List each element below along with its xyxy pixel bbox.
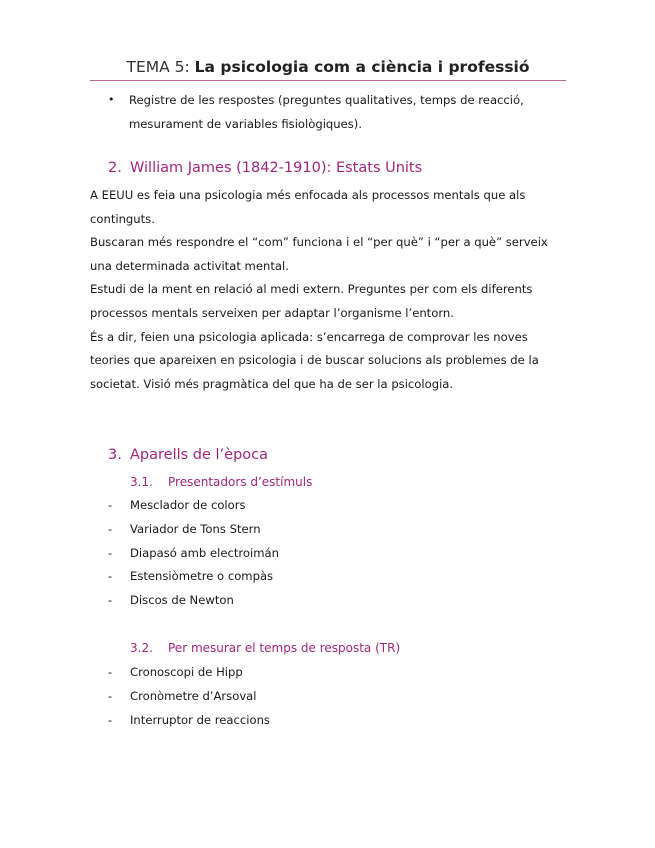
list-item-text: Diapasó amb electroimán: [130, 545, 279, 560]
paragraph: És a dir, feien una psicologia aplicada: s’encarrega de comprovar les noves teories que apareixen en psicologia i de buscar solucions als problemes de la societat. Visió més pragmàtica del que ha de ser la psicologia.: [90, 329, 539, 391]
response-time-list: [108, 661, 548, 732]
intro-bullet-list: [108, 88, 568, 136]
dash-marker: -: [108, 545, 113, 560]
paragraph: Buscaran més respondre el “com” funciona i el “per què” i “per a què” serveix una determinada activitat mental.: [90, 235, 548, 273]
list-item: [108, 565, 548, 589]
list-item: [108, 542, 548, 566]
subsection-3-1-heading: [130, 475, 312, 489]
list-item: [108, 494, 548, 518]
section-2-body: [90, 184, 566, 396]
list-item: [108, 589, 548, 613]
section-2-title: William James (1842-1910): Estats Units: [130, 160, 423, 176]
header-divider: [90, 80, 566, 81]
section-2-number: 2.: [108, 160, 122, 176]
list-item: [108, 661, 548, 685]
dash-marker: -: [108, 665, 113, 679]
subsection-3-2-title: Per mesurar el temps de resposta (TR): [168, 641, 401, 655]
paragraph: Estudi de la ment en relació al medi extern. Preguntes per com els diferents processos mentals serveixen per adaptar l’organisme l’entorn.: [90, 282, 533, 320]
dash-marker: -: [108, 498, 113, 512]
section-2-heading: [108, 160, 422, 176]
list-item: [108, 709, 548, 733]
list-item-text: Estensiòmetre o compàs: [130, 569, 274, 584]
list-item: [108, 88, 568, 136]
paragraph: A EEUU es feia una psicologia més enfocada als processos mentals que als continguts.: [90, 188, 526, 226]
list-item-text: Mesclador de colors: [130, 498, 246, 512]
list-item-text: Cronoscopi de Hipp: [130, 665, 243, 679]
dash-marker: -: [108, 569, 113, 584]
dash-marker: -: [108, 521, 113, 536]
bullet-icon: •: [108, 93, 115, 106]
dash-marker: -: [108, 712, 113, 727]
list-item-text: Variador de Tons Stern: [130, 521, 261, 536]
subsection-3-2-heading: [130, 641, 400, 655]
bullet-text: Registre de les respostes (preguntes qualitatives, temps de reacció, mesurament de variables fisiològiques).: [129, 93, 524, 131]
subsection-3-2-number: 3.2.: [130, 641, 153, 655]
list-item-text: Discos de Newton: [130, 593, 234, 608]
list-item: [108, 685, 548, 709]
list-item: [108, 518, 548, 542]
header-title: La psicologia com a ciència i professió: [194, 58, 530, 76]
dash-marker: -: [108, 593, 113, 608]
subsection-3-1-number: 3.1.: [130, 475, 153, 489]
page-header: [90, 58, 566, 76]
section-3-title: Aparells de l’època: [130, 447, 269, 463]
section-3-number: 3.: [108, 447, 122, 463]
dash-marker: -: [108, 688, 113, 703]
stimulus-presenters-list: [108, 494, 548, 613]
subsection-3-1-title: Presentadors d’estímuls: [168, 475, 313, 489]
list-item-text: Interruptor de reaccions: [130, 712, 270, 727]
header-tema: TEMA 5:: [126, 58, 190, 76]
section-3-heading: [108, 447, 268, 463]
list-item-text: Cronòmetre d’Arsoval: [130, 688, 257, 703]
